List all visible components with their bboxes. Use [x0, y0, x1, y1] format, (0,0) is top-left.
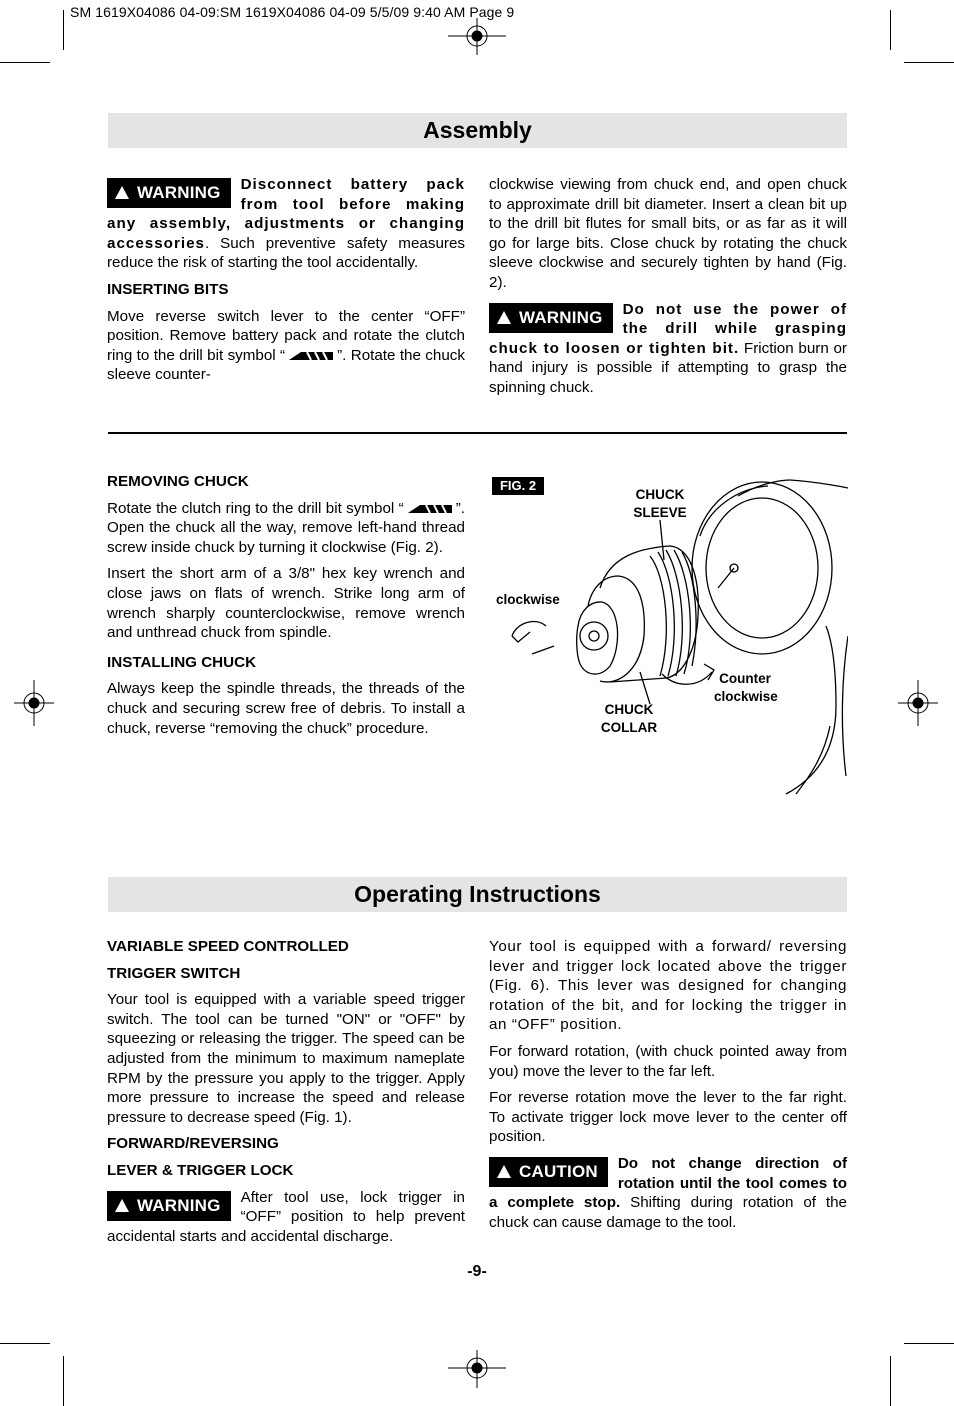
reverse-rotation-text: For reverse rotation move the lever to the far right. To activate trigger lock move lever to the center off position.	[489, 1089, 847, 1146]
warning-2-bold-text: Do not use the power of the drill while grasping chuck to loosen or tighten bit.	[489, 300, 847, 357]
installing-chuck-heading: INSTALLING CHUCK	[107, 653, 257, 671]
caution-text: Shifting during rotation of the chuck can cause damage to the tool.	[489, 1194, 847, 1231]
drill-bit-icon	[404, 503, 456, 515]
variable-speed-heading-1: VARIABLE SPEED CONTROLLED	[107, 938, 349, 955]
caution-triangle-icon	[497, 1165, 511, 1178]
operating-instructions-heading: Operating Instructions	[108, 877, 847, 912]
variable-speed-text: Your tool is equipped with a variable speed trigger switch. The tool can be turned "ON" or "OFF" by squeezing or releasing the trigger. The speed can be adjusted from the minimum to maximum nameplate RPM by the pressure you apply to the trigger. Apply more pressure to increase the speed and release pressure to decrease speed (Fig. 1).	[107, 991, 465, 1126]
operating-left-column	[107, 937, 465, 1253]
assembly-heading: Assembly	[108, 113, 847, 148]
figure-tag: FIG. 2	[499, 478, 537, 493]
figure-2	[490, 476, 848, 796]
drill-bit-icon	[285, 350, 337, 362]
warning-triangle-icon	[115, 186, 129, 199]
print-slug: SM 1619X04086 04-09:SM 1619X04086 04-09 5/5/09 9:40 AM Page 9	[70, 4, 515, 20]
forward-rotation-text: For forward rotation, (with chuck pointed away from you) move the lever to the far left.	[489, 1042, 847, 1080]
chuck-sleeve-label-2: SLEEVE	[633, 505, 687, 520]
removing-chuck-text-2: Insert the short arm of a 3/8" hex key wrench and close jaws on flats of wrench. Strike long arm of wrench sharply counterclockwise, remove wrench and unthread chuck from spindle.	[107, 565, 465, 642]
assembly-right-column	[489, 175, 847, 405]
removing-chuck-text-b: ”. Open the chuck all the way, remove left-hand thread screw inside chuck by turning it clockwise (Fig. 2).	[107, 499, 465, 556]
inserting-bits-heading: INSERTING BITS	[107, 280, 229, 298]
clockwise-label: clockwise	[496, 592, 560, 607]
removing-chuck-heading: REMOVING CHUCK	[107, 473, 249, 490]
inserting-bits-text-b: ”. Rotate the chuck sleeve counter-	[107, 346, 465, 384]
warning-triangle-icon	[115, 1199, 129, 1212]
warning-2-text: Friction burn or hand injury is possible if attempting to grasp the spinning chuck.	[489, 339, 847, 396]
warning-badge-3: WARNING	[107, 1191, 231, 1221]
page-number: -9-	[467, 1263, 487, 1280]
counter-label-2: clockwise	[714, 689, 778, 704]
assembly-left-column	[107, 175, 465, 385]
caution-bold-text: Do not change direction of rotation until the tool comes to a complete stop.	[489, 1154, 847, 1212]
forward-reversing-heading-1: FORWARD/REVERSING	[107, 1135, 279, 1153]
trigger-lock-warning-text: After tool use, lock trigger in “OFF” position to help prevent accidental starts and accidental discharge.	[107, 1188, 465, 1245]
warning-triangle-icon	[497, 311, 511, 324]
removing-chuck-text-a: Rotate the clutch ring to the drill bit symbol “	[107, 499, 404, 517]
operating-right-column	[489, 937, 847, 1239]
section-divider	[108, 432, 847, 434]
variable-speed-heading-2: TRIGGER SWITCH	[107, 964, 241, 982]
warning-badge-2: WARNING	[489, 303, 613, 333]
warning-text: . Such preventive safety measures reduce the risk of starting the tool accidentally.	[107, 234, 465, 272]
forward-reversing-heading-2: LEVER & TRIGGER LOCK	[107, 1161, 294, 1179]
counter-label-1: Counter	[719, 671, 771, 686]
installing-chuck-text: Always keep the spindle threads, the threads of the chuck and securing screw free of debris. To install a chuck, reverse “removing the chuck” procedure.	[107, 680, 465, 737]
chuck-sleeve-label-1: CHUCK	[635, 487, 685, 502]
chuck-collar-label-1: CHUCK	[604, 702, 654, 717]
lever-description: Your tool is equipped with a forward/ reversing lever and trigger lock located above the trigger (Fig. 6). This lever was designed for changing rotation of the bit, and for locking the trigger in an “OFF” position.	[489, 938, 847, 1034]
chuck-collar-label-2: COLLAR	[600, 720, 658, 735]
chuck-column	[107, 472, 465, 745]
drill-chuck-illustration	[490, 476, 848, 796]
caution-badge: CAUTION	[489, 1157, 608, 1187]
warning-bold-text: Disconnect battery pack from tool before making any assembly, adjustments or changing accessories	[107, 176, 465, 252]
inserting-bits-text-a: Move reverse switch lever to the center “OFF” position. Remove battery pack and rotate the clutch ring to the drill bit symbol “	[107, 307, 465, 364]
warning-badge: WARNING	[107, 178, 231, 208]
inserting-bits-continued: clockwise viewing from chuck end, and open chuck to approximate drill bit diameter. Insert a clean bit up to the drill bit flutes for small bits, or as far as it will go for large bits. Close chuck by rotating the chuck sleeve clockwise and securely tighten by hand (Fig. 2).	[489, 176, 847, 291]
